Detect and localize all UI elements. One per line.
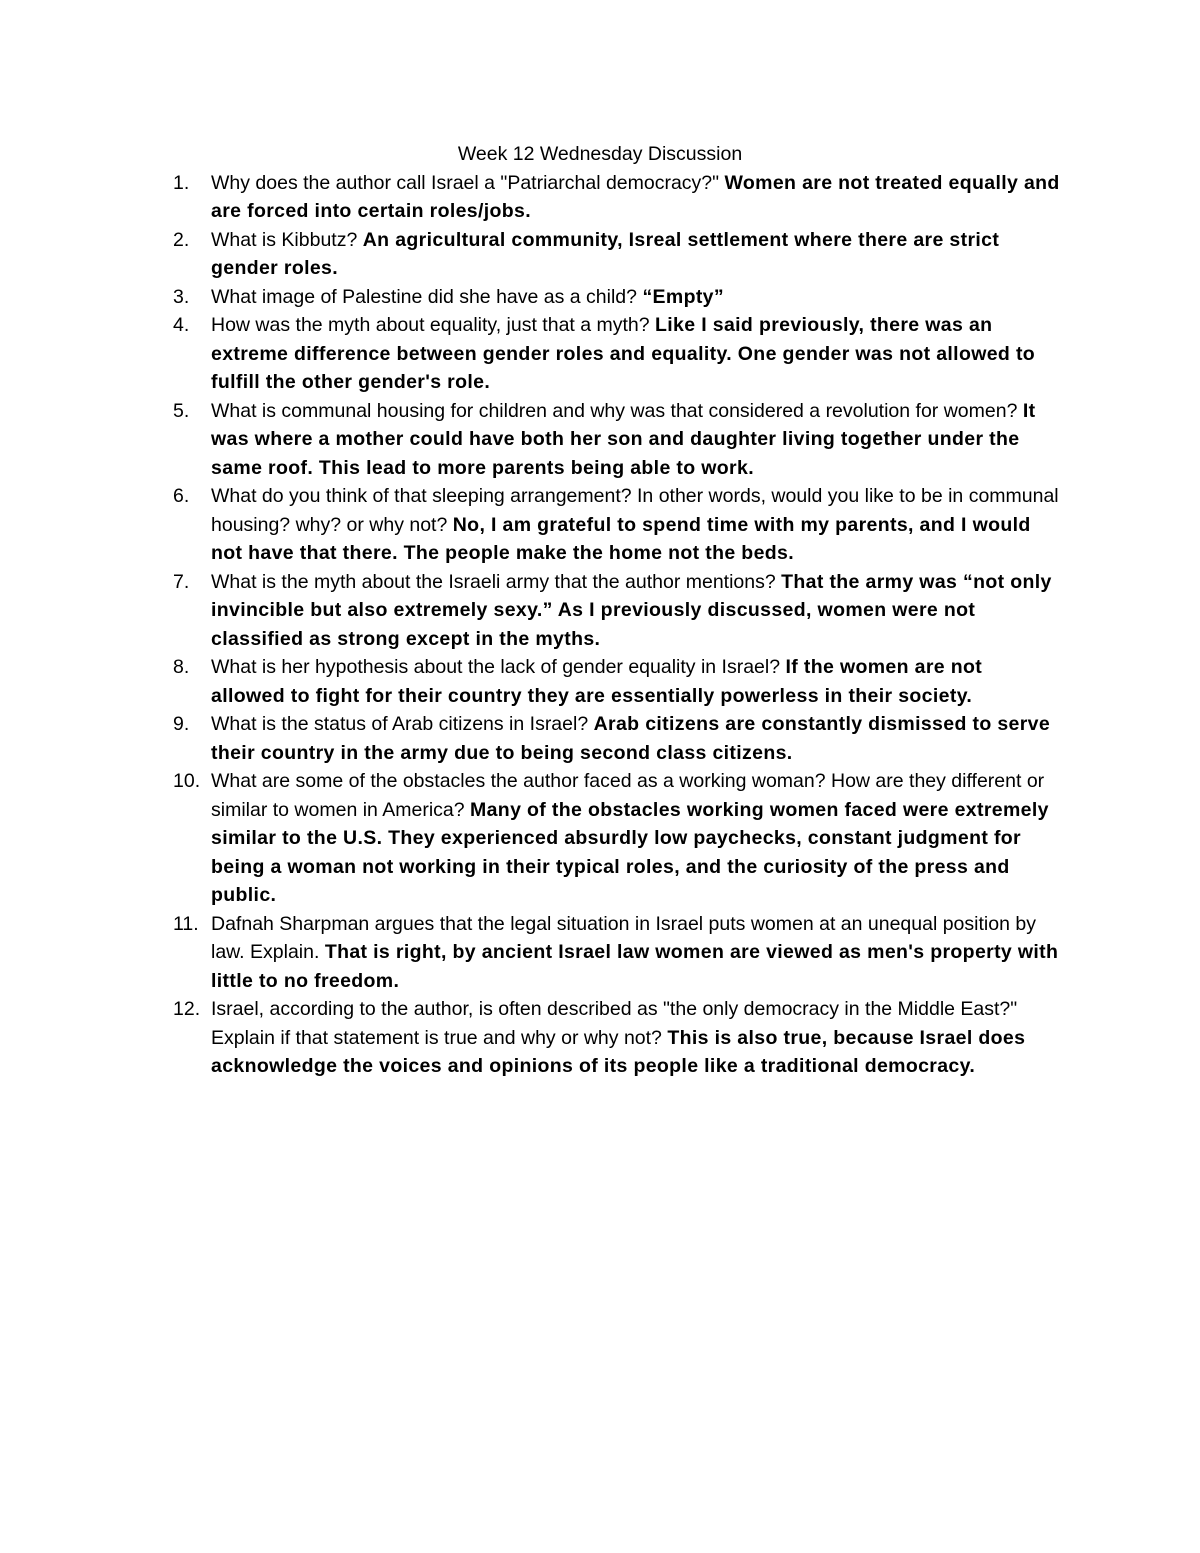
question-text: What is the status of Arab citizens in Israel? xyxy=(211,713,589,735)
item-number: 9. xyxy=(173,713,190,735)
item-number: 10. xyxy=(173,770,201,792)
answer-text: This is also true, because Israel does acknowledge the voices and opinions of its people like a traditional democracy. xyxy=(211,1026,1026,1077)
list-item xyxy=(0,653,1061,710)
item-number: 3. xyxy=(173,285,190,308)
list-item xyxy=(0,169,1061,226)
item-number: 6. xyxy=(173,485,190,507)
answer-text: Women are not treated equally and are forced into certain roles/jobs. xyxy=(211,171,1060,222)
list-item xyxy=(0,995,1061,1081)
answer-text: That is right, by ancient Israel law women are viewed as men's property with little to no freedom. xyxy=(211,941,1059,992)
answer-text: Many of the obstacles working women faced were extremely similar to the U.S. They experienced absurdly low paychecks, constant judgment for being a woman not working in their typical roles, and the curiosity of the press and public. xyxy=(211,798,1049,906)
list-item xyxy=(0,311,1061,397)
question-text: What do you think of that sleeping arrangement? In other words, would you like to be in communal housing? why? or why not? xyxy=(211,485,1059,536)
list-item xyxy=(0,283,1061,312)
item-number: 12. xyxy=(173,998,201,1020)
answer-text: Like I said previously, there was an extreme difference between gender roles and equality. One gender was not allowed to fulfill the other gender's role. xyxy=(211,314,1036,393)
list-item xyxy=(0,910,1061,996)
item-number: 11. xyxy=(173,912,199,935)
answer-text: No, I am grateful to spend time with my parents, and I would not have that there. The people make the home not the beds. xyxy=(211,513,1031,564)
list-item xyxy=(0,568,1061,654)
question-list xyxy=(0,169,1200,1081)
list-item xyxy=(0,397,1061,483)
answer-text: That the army was “not only invincible but also extremely sexy.” As I previously discussed, women were not classified as strong except in the myths. xyxy=(211,570,1052,650)
answer-text: Arab citizens are constantly dismissed to serve their country in the army due to being second class citizens. xyxy=(211,713,1051,764)
list-item xyxy=(0,226,1061,283)
list-item xyxy=(0,767,1061,910)
question-text: Israel, according to the author, is often described as "the only democracy in the Middle East?" Explain if that statement is true and why or why not? xyxy=(211,998,1018,1049)
item-number: 2. xyxy=(173,228,190,251)
question-text: What is her hypothesis about the lack of gender equality in Israel? xyxy=(211,656,781,678)
item-number: 1. xyxy=(173,171,190,194)
answer-text: “Empty” xyxy=(642,285,724,308)
answer-text: An agricultural community, Isreal settlement where there are strict gender roles. xyxy=(211,228,1000,279)
item-number: 7. xyxy=(173,570,190,593)
item-number: 8. xyxy=(173,656,190,678)
answer-text: It was where a mother could have both her son and daughter living together under the same roof. This lead to more parents being able to work. xyxy=(211,399,1036,479)
question-text: What are some of the obstacles the author faced as a working woman? How are they different or similar to women in America? xyxy=(211,770,1045,821)
list-item xyxy=(0,482,1061,568)
question-text: What is the myth about the Israeli army that the author mentions? xyxy=(211,570,776,593)
question-text: How was the myth about equality, just that a myth? xyxy=(211,314,650,336)
question-text: What is communal housing for children and why was that considered a revolution for women? xyxy=(211,399,1018,422)
question-text: Dafnah Sharpman argues that the legal situation in Israel puts women at an unequal position by law. Explain. xyxy=(211,912,1036,963)
list-item xyxy=(0,710,1061,767)
question-text: What image of Palestine did she have as a child? xyxy=(211,285,638,308)
page-title: Week 12 Wednesday Discussion xyxy=(457,143,743,165)
item-number: 5. xyxy=(173,399,190,422)
question-text: Why does the author call Israel a "Patriarchal democracy?" xyxy=(211,171,720,194)
question-text: What is Kibbutz? xyxy=(211,228,358,251)
item-number: 4. xyxy=(173,314,190,336)
answer-text: If the women are not allowed to fight for their country they are essentially powerless in their society. xyxy=(211,656,983,707)
